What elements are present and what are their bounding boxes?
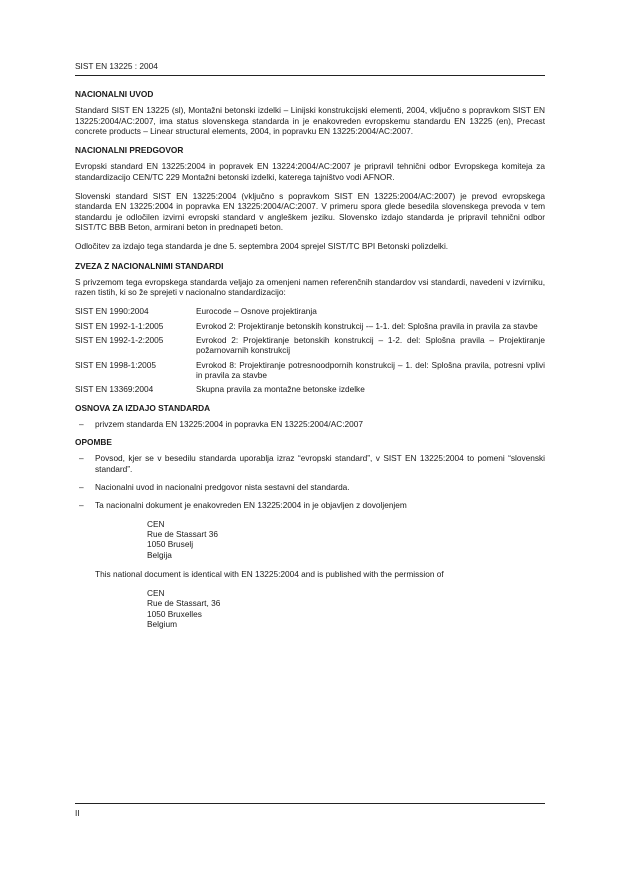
standard-desc: Evrokod 2: Projektiranje betonskih konstrukcij -– 1-1. del: Splošna pravila in pravila za stavbe <box>196 320 538 331</box>
osnova-title: OSNOVA ZA IZDAJO STANDARDA <box>75 402 211 413</box>
header-rule <box>75 75 545 76</box>
table-row <box>75 306 545 320</box>
address-line: CEN <box>147 588 165 599</box>
table-row <box>75 321 545 335</box>
table-row <box>75 335 545 360</box>
table-row <box>75 384 545 398</box>
list-item: – Ta nacionalni dokument je enakovreden EN 13225:2004 in je objavljen z dovoljenjem <box>75 500 545 510</box>
standard-code: SIST EN 13369:2004 <box>75 384 154 395</box>
standard-code: SIST EN 1992-1-1:2005 <box>75 320 164 331</box>
opombe-title: OPOMBE <box>75 437 112 448</box>
address-line: Rue de Stassart 36 <box>147 528 219 539</box>
standard-code: SIST EN 1998-1:2005 <box>75 359 157 370</box>
osnova-list <box>75 419 545 429</box>
standard-desc: Evrokod 2: Projektiranje betonskih konstrukcij – 1-2. del: Splošna pravila – Projektiranje požarnovarnih konstrukcij <box>196 335 545 356</box>
opombe-list <box>75 453 545 510</box>
address-line: Rue de Stassart, 36 <box>147 598 221 609</box>
table-row <box>75 360 545 385</box>
standard-desc: Skupna pravila za montažne betonske izdelke <box>196 384 365 395</box>
list-item: – Povsod, kjer se v besedilu standarda uporablja izraz “evropski standard”, v SIST EN 13225:2004 to pomeni “slovenski standard”. <box>75 453 545 474</box>
list-item: – Nacionalni uvod in nacionalni predgovor nista sestavni del standarda. <box>75 482 545 492</box>
uvod-text: Standard SIST EN 13225 (sl), Montažni betonski izdelki – Linijski konstrukcijski elementi, 2004, vključno s popravkom SIST EN 13225:2004/AC:2007, ima status slovenskega standarda in je enakovreden evropskemu standardu EN 13225 (en), Precast concrete products – Linear structural elements, 2004, in popravku EN 13225:2004/AC:2007. <box>75 105 545 136</box>
address-slovene <box>147 519 545 560</box>
section-uvod <box>75 89 545 136</box>
section-osnova <box>75 403 545 430</box>
list-item: – privzem standarda EN 13225:2004 in popravka EN 13225:2004/AC:2007 <box>75 419 545 429</box>
section-opombe <box>75 437 545 629</box>
section-predgovor <box>75 145 545 251</box>
standards-table <box>75 306 545 398</box>
page-number: II <box>75 808 80 818</box>
address-line: 1050 Bruxelles <box>147 608 202 619</box>
section-zveza <box>75 261 545 399</box>
header-doc-id: SIST EN 13225 : 2004 <box>75 61 158 71</box>
address-line: Belgija <box>147 549 172 560</box>
standard-desc: Evrokod 8: Projektiranje potresnoodpornih konstrukcij – 1. del: Splošna pravila, potresni vplivi in pravila za stavbe <box>196 359 545 380</box>
predgovor-title: NACIONALNI PREDGOVOR <box>75 145 184 156</box>
address-line: 1050 Bruselj <box>147 539 194 550</box>
footer-rule <box>75 803 545 804</box>
standard-desc: Eurocode – Osnove projektiranja <box>196 306 317 317</box>
address-english <box>147 588 545 629</box>
uvod-title: NACIONALNI UVOD <box>75 89 154 99</box>
address-line: Belgium <box>147 618 177 629</box>
standard-code: SIST EN 1992-1-2:2005 <box>75 335 164 346</box>
standard-code: SIST EN 1990:2004 <box>75 306 149 317</box>
predgovor-p1: Evropski standard EN 13225:2004 in popravek EN 13224:2004/AC:2007 je pripravil tehnični odbor Evropskega komiteja za standardizacijo CEN/TC 229 Montažni betonski izdelki, katerega tajništvo vodi AFNOR. <box>75 161 545 182</box>
zveza-title: ZVEZA Z NACIONALNIMI STANDARDI <box>75 260 224 271</box>
zveza-intro: S privzemom tega evropskega standarda veljajo za omenjeni namen referenčnih standardov vsi standardi, navedeni v izvirniku, razen tistih, ki so že sprejeti v nacionalno standardizacijo: <box>75 276 545 298</box>
english-note: This national document is identical with EN 13225:2004 and is published with the permission of <box>95 568 444 579</box>
page-content <box>75 89 545 638</box>
predgovor-p2: Slovenski standard SIST EN 13225:2004 (vključno s popravkom SIST EN 13225:2004/AC:2007) je prevod evropskega standarda EN 13225:2004 in popravka EN 13225:2004/AC:2007. V primeru spora glede besedila slovenskega prevoda v tem standardu je odločilen izvirni evropski standard v angleškem jeziku. Slovensko izdajo standarda je pripravil tehnični odbor SIST/TC BBB Beton, armirani beton in prednapeti beton. <box>75 191 545 232</box>
predgovor-p3: Odločitev za izdajo tega standarda je dne 5. septembra 2004 sprejel SIST/TC BPI Betonski polizdelki. <box>75 241 449 252</box>
address-line: CEN <box>147 518 165 529</box>
